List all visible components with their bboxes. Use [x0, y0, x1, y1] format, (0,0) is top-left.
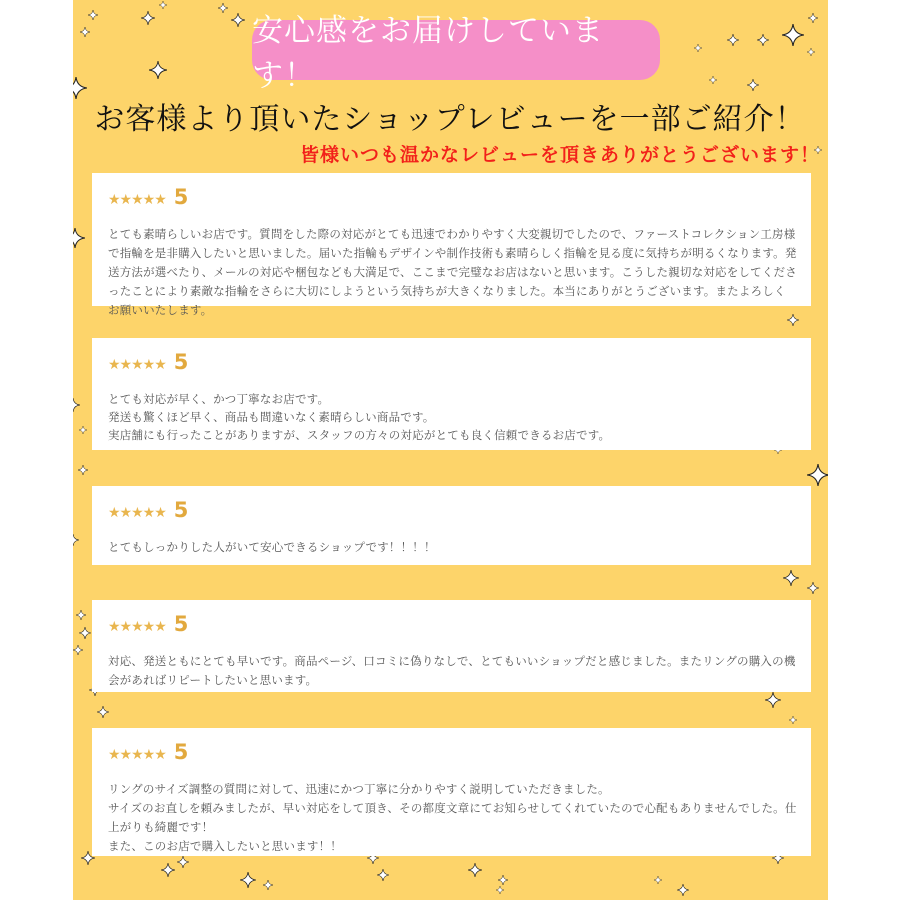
- page-title: お客様より頂いたショップレビューを一部ご紹介！: [94, 102, 806, 137]
- sparkle-icon: [727, 34, 739, 46]
- review-line: サイズのお直しを頼みましたが、早い対応をして頂き、その都度文章にてお知らせしてくれていたので心配もありませんでした。仕上がりも綺麗です！: [108, 801, 797, 834]
- sparkle-icon: [218, 3, 228, 13]
- sparkle-icon: [177, 856, 189, 868]
- review-text: [108, 780, 797, 856]
- reassurance-banner: [252, 13, 660, 94]
- sparkle-icon: [76, 610, 86, 620]
- sparkle-icon: [73, 645, 83, 655]
- review-card: [92, 173, 811, 317]
- page-subtitle: 皆様いつも温かなレビューを頂きありがとうございます！: [299, 144, 820, 166]
- rating: [108, 350, 797, 374]
- review-line: また、このお店で購入したいと思います！！: [108, 839, 342, 853]
- sparkle-icon: [765, 692, 781, 708]
- star-rating-icon: ★★★★★: [108, 505, 166, 521]
- rating: [108, 612, 797, 636]
- sparkle-icon: [677, 884, 689, 896]
- sparkle-icon: [73, 228, 85, 248]
- review-text: [108, 225, 797, 320]
- rating-score: 5: [173, 612, 189, 636]
- review-line: 発送も驚くほど早く、商品も間違いなく素晴らしい商品です。: [108, 410, 435, 424]
- sparkle-icon: [747, 79, 759, 91]
- sparkle-icon: [496, 886, 504, 894]
- sparkle-icon: [141, 11, 155, 25]
- sparkle-icon: [498, 875, 508, 885]
- sparkle-icon: [159, 1, 167, 9]
- review-line: とても素晴らしいお店です。質問をした際の対応がとても迅速でわかりやすく大変親切でしたので、ファーストコレクション工房様で指輪を是非購入したいと思いました。届いた指輪もデザインや制作技術も素晴らしく指輪を見る度に気持ちが明るくなります。発送方法が選べたり、メールの対応や梱包なども大満足で、ここまで完璧なお店はないと思います。こうした親切な対応をしてくださったことにより素敵な指輪をさらに大切にしようという気持ちが大きくなりました。本当にありがとうございます。またよろしくお願いいたします。: [108, 227, 797, 317]
- sparkle-icon: [149, 61, 167, 79]
- rating-score: 5: [173, 740, 189, 764]
- sparkle-icon: [240, 872, 256, 888]
- sparkle-icon: [789, 716, 797, 724]
- rating: [108, 740, 797, 764]
- review-card: [92, 600, 811, 692]
- banner-label: 安心感をお届けしています！: [252, 13, 604, 94]
- review-card: [92, 486, 811, 565]
- sparkle-icon: [783, 570, 799, 586]
- sparkle-icon: [807, 48, 815, 56]
- star-rating-icon: ★★★★★: [108, 747, 166, 763]
- review-text: [108, 538, 797, 557]
- rating: [108, 185, 797, 209]
- review-card: [92, 728, 811, 856]
- sparkle-icon: [808, 13, 818, 23]
- sparkle-icon: [807, 464, 828, 486]
- rating-score: 5: [173, 185, 189, 209]
- sparkle-icon: [79, 426, 87, 434]
- review-line: 対応、発送ともにとても早いです。商品ページ、口コミに偽りなしで、とてもいいショップだと感じました。またリングの購入の機会があればリピートしたいと思います。: [108, 654, 796, 687]
- review-text: [108, 390, 797, 444]
- review-line: とてもしっかりした人がいて安心できるショップです！！！！: [108, 540, 436, 554]
- sparkle-icon: [377, 869, 389, 881]
- rating: [108, 498, 797, 522]
- sparkle-icon: [807, 582, 819, 594]
- sparkle-icon: [79, 627, 91, 639]
- sparkle-icon: [78, 465, 88, 475]
- sparkle-icon: [263, 880, 273, 890]
- sparkle-icon: [654, 876, 662, 884]
- review-line: 実店舗にも行ったことがありますが、スタッフの方々の対応がとても良く信頼できるお店です。: [108, 428, 611, 442]
- sparkle-icon: [694, 44, 702, 52]
- sparkle-icon: [73, 398, 80, 412]
- sparkle-icon: [73, 534, 79, 546]
- sparkle-icon: [231, 13, 245, 27]
- rating-score: 5: [173, 350, 189, 374]
- review-card: [92, 338, 811, 450]
- sparkle-icon: [80, 27, 90, 37]
- review-line: とても対応が早く、かつ丁寧なお店です。: [108, 392, 330, 406]
- sparkle-icon: [97, 706, 109, 718]
- sparkle-icon: [709, 76, 717, 84]
- sparkle-icon: [757, 34, 769, 46]
- review-line: リングのサイズ調整の質問に対して、迅速にかつ丁寧に分かりやすく説明していただきました。: [108, 782, 610, 796]
- rating-score: 5: [173, 498, 189, 522]
- review-text: [108, 652, 797, 690]
- sparkle-icon: [468, 863, 482, 877]
- sparkle-icon: [88, 10, 98, 20]
- sparkle-icon: [782, 24, 804, 46]
- star-rating-icon: ★★★★★: [108, 619, 166, 635]
- star-rating-icon: ★★★★★: [108, 357, 166, 373]
- sparkle-icon: [161, 863, 175, 877]
- star-rating-icon: ★★★★★: [108, 192, 166, 208]
